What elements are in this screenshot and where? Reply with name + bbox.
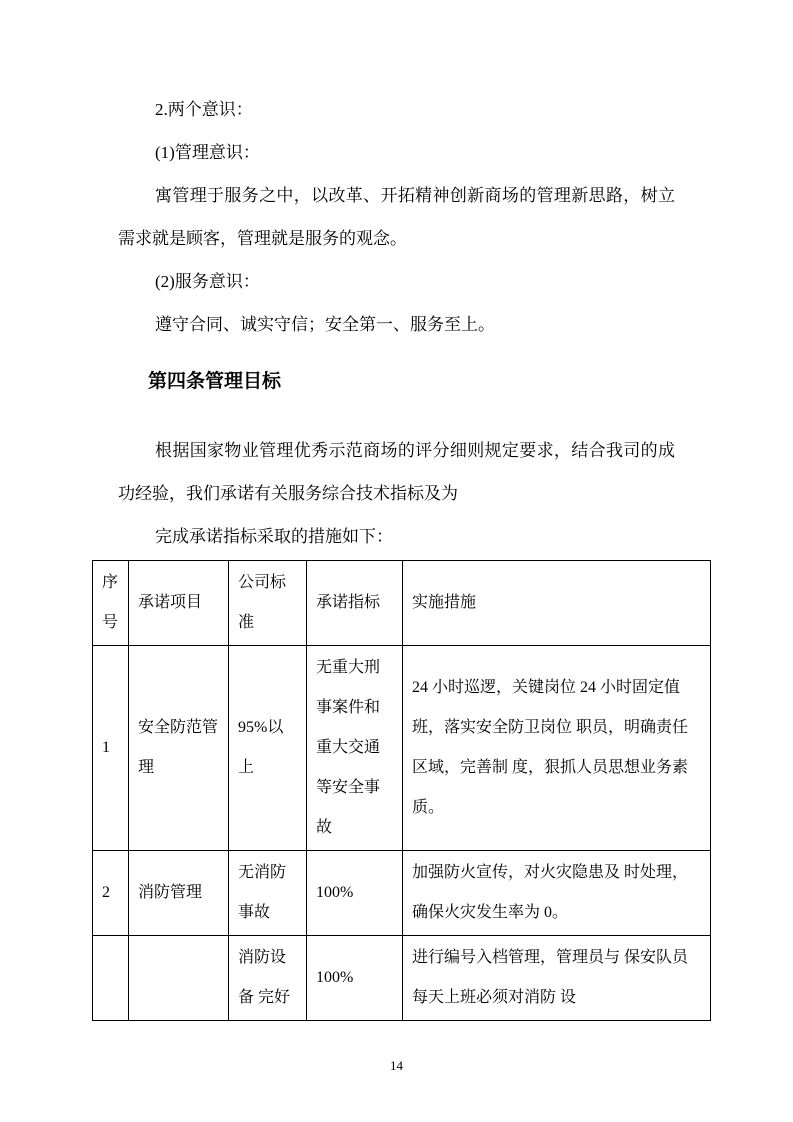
paragraph-measures-intro: 完成承诺指标采取的措施如下： [155,527,393,546]
cell-indicator: 无重大刑事案件和重大交通等安全事故 [307,646,403,851]
cell-project: 消防管理 [129,851,229,936]
paragraph-service-awareness-body: 遵守合同、诚实守信；安全第一、服务至上。 [155,315,495,334]
paragraph-two-awareness: 2.两个意识： [155,100,253,119]
table-row [93,936,711,1021]
cell-no [93,936,129,1021]
cell-indicator: 100% [307,851,403,936]
cell-project: 安全防范管理 [129,646,229,851]
cell-indicator: 100% [307,936,403,1021]
cell-measures: 加强防火宣传，对火灾隐患及 时处理，确保火灾发生率为 0。 [403,851,711,936]
paragraph-commitment-intro: 根据国家物业管理优秀示范商场的评分细则规定要求，结合我司的成功经验，我们承诺有关服务综合技术指标及为 [118,441,675,503]
paragraph-management-awareness-body: 寓管理于服务之中，以改革、开拓精神创新商场的管理新思路，树立需求就是顾客，管理就是服务的观念。 [118,186,675,248]
cell-measures: 进行编号入档管理，管理员与 保安队员每天上班必须对消防 设 [403,936,711,1021]
cell-standard: 消防设备 完好 [229,936,307,1021]
cell-no: 2 [93,851,129,936]
paragraph-management-awareness-title: (1)管理意识： [155,143,260,162]
paragraph-service-awareness-title: (2)服务意识： [155,272,260,291]
col-header-standard: 公司标准 [229,561,307,646]
table-row [93,851,711,936]
cell-measures: 24 小时巡逻，关键岗位 24 小时固定值班，落实安全防卫岗位 职员，明确责任区域，完善制 度，狠抓人员思想业务素质。 [403,646,711,851]
cell-no: 1 [93,646,129,851]
cell-project [129,936,229,1021]
col-header-measures: 实施措施 [403,561,711,646]
col-header-no: 序号 [93,561,129,646]
col-header-indicator: 承诺指标 [307,561,403,646]
col-header-project: 承诺项目 [129,561,229,646]
page-number: 14 [390,1058,403,1073]
commitment-table [92,560,711,1021]
section-heading-article-4: 第四条管理目标 [148,371,282,392]
cell-standard: 无消防事故 [229,851,307,936]
table-header-row [93,561,711,646]
table-row [93,646,711,851]
cell-standard: 95%以上 [229,646,307,851]
